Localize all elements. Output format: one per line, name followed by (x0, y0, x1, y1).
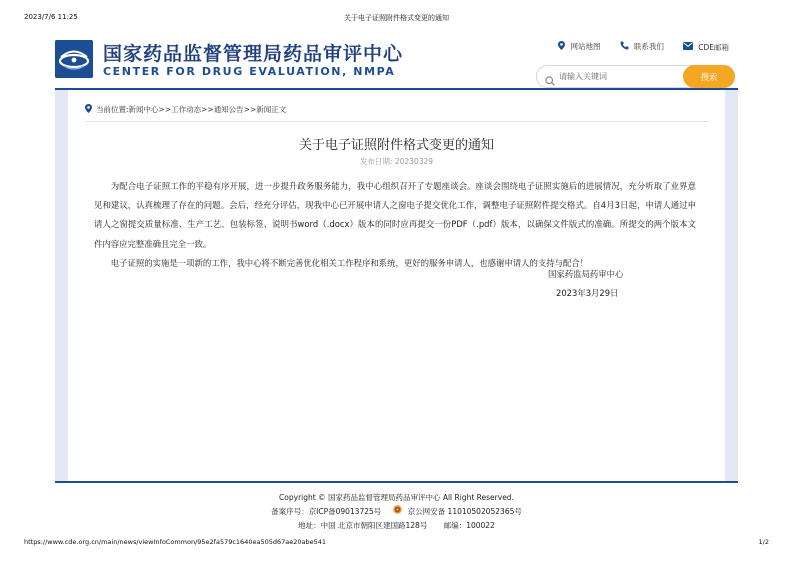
police-badge-icon (393, 505, 402, 519)
breadcrumb-current: 新闻正文 (256, 105, 287, 114)
police-record-link[interactable]: 京公网安备 11010502052365号 (407, 507, 522, 516)
location-pin-icon (558, 41, 565, 52)
icp-record-link[interactable]: 备案序号：京ICP备09013725号 (271, 507, 382, 516)
print-header (24, 13, 769, 25)
police-record (393, 505, 522, 519)
contact-us-link[interactable] (620, 41, 664, 52)
header-divider (55, 88, 738, 90)
breadcrumb-news-center[interactable]: 新闻中心 (128, 105, 159, 114)
footer-address: 地址：中国 北京市朝阳区建国路128号 (298, 521, 428, 530)
search-box (536, 65, 735, 88)
article-title: 关于电子证照附件格式变更的通知 (298, 138, 494, 153)
footer-divider (55, 481, 738, 483)
location-pin-icon (85, 104, 92, 115)
print-url: https://www.cde.org.cn/main/news/viewInfoCommon/95e2fa579c1640ea505d67ae20abe541 (24, 538, 327, 546)
phone-icon (620, 41, 629, 52)
print-page-number: 1/2 (758, 538, 769, 546)
breadcrumb-separator: >> (158, 105, 172, 114)
site-header (0, 30, 793, 88)
signature-date: 2023年3月29日 (556, 288, 619, 298)
mail-icon (683, 42, 693, 52)
article-paragraph: 电子证照的实施是一项新的工作，我中心将不断完善优化相关工作程序和系统，更好的服务申请人，也感谢申请人的支持与配合！ (110, 257, 589, 268)
article-date-value: 20230329 (394, 157, 434, 166)
site-map-label: 网站地图 (570, 42, 601, 51)
search-button[interactable]: 搜索 (683, 65, 735, 88)
article-paragraph: 为配合电子证照工作的平稳有序开展，进一步提升政务服务能力，我中心组织召开了专题座谈会。座谈会围绕电子证照实施后的进展情况，充分听取了业界意见和建议，认真梳理了存在的问题。会后，经充分评估，现我中心已开展申请人之窗电子提交优化工作，调整电子证照附件提交格式。自4月3日起，申请人通过申请人之窗提交质量标准、生产工艺、包装标签、说明书word（.docx）版本的同时应再提交一份PDF（.pdf）版本，以确保文件版式的准确。所提交的两个版本文件内容应完整准确且完全一致。 (94, 181, 696, 249)
site-map-link[interactable] (558, 41, 600, 52)
breadcrumb-separator: >> (243, 105, 257, 114)
print-doc-title: 关于电子证照附件格式变更的通知 (344, 14, 449, 22)
print-footer (24, 538, 769, 550)
site-name-cn: 国家药品监督管理局药品审评中心 (103, 43, 404, 65)
article-body (94, 177, 696, 273)
top-links (541, 41, 729, 55)
article-date (0, 156, 793, 167)
contact-us-label: 联系我们 (633, 42, 664, 51)
breadcrumb-work-updates[interactable]: 工作动态 (171, 105, 202, 114)
print-datetime: 2023/7/6 11:25 (24, 13, 78, 21)
breadcrumb-separator: >> (201, 105, 214, 114)
footer-address-row (0, 519, 793, 533)
footer-copyright: Copyright © 国家药品监督管理局药品审评中心 All Right Reserved. (279, 493, 514, 502)
search-input[interactable] (559, 68, 679, 84)
footer-records (0, 505, 793, 519)
breadcrumb (85, 104, 286, 115)
site-logo[interactable] (55, 40, 93, 78)
footer-postcode: 邮编：100022 (443, 521, 495, 530)
breadcrumb-notices[interactable]: 通知公告 (213, 105, 244, 114)
cde-mail-label: CDE邮箱 (698, 42, 729, 52)
site-name-en: CENTER FOR DRUG EVALUATION, NMPA (103, 65, 396, 78)
breadcrumb-prefix: 当前位置: (96, 105, 129, 114)
signature-org: 国家药监局药审中心 (548, 269, 624, 279)
breadcrumb-divider (85, 121, 708, 122)
site-footer (0, 491, 793, 533)
article-date-label: 发布日期: (359, 157, 393, 166)
logo-emblem-icon (55, 40, 93, 78)
cde-mail-link[interactable] (683, 42, 729, 53)
